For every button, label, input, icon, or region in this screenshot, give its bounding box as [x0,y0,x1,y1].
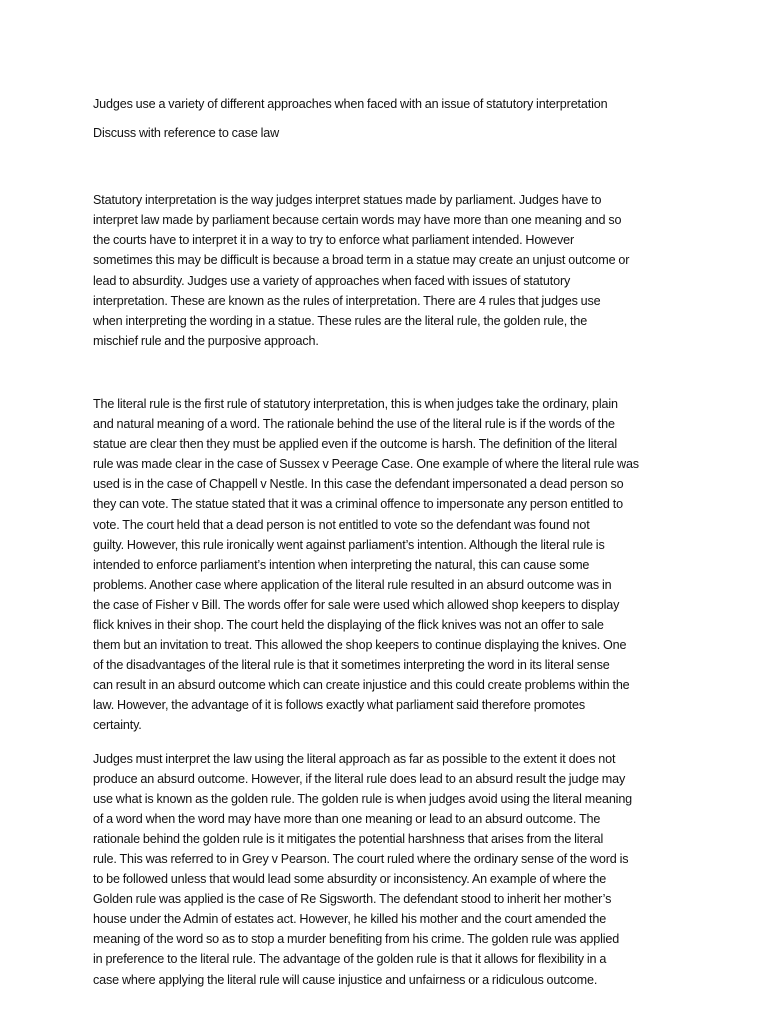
paragraph-line: rule was made clear in the case of Sussex v Peerage Case. One example of where the literal rule was [93,457,639,472]
paragraph-line: law. However, the advantage of it is follows exactly what parliament said therefore promotes [93,698,586,713]
paragraph-line: produce an absurd outcome. However, if the literal rule does lead to an absurd result the judge may [93,771,626,786]
paragraph-line: and natural meaning of a word. The rationale behind the use of the literal rule is if the words of the [93,417,615,432]
paragraph-line: them but an invitation to treat. This allowed the shop keepers to continue displaying the knives. One [93,638,627,653]
paragraph-line: flick knives in their shop. The court held the displaying of the flick knives was not an offer to sale [93,617,604,632]
paragraph-line: of the disadvantages of the literal rule is that it sometimes interpreting the word in its literal sense [93,658,610,673]
paragraph-line: mischief rule and the purposive approach. [93,333,319,348]
paragraph-introduction [93,190,682,351]
paragraph-line: rule. This was referred to in Grey v Pearson. The court ruled where the ordinary sense of the word is [93,852,629,866]
paragraph-line: vote. The court held that a dead person is not entitled to vote so the defendant was found not [93,517,590,532]
paragraph-line: The literal rule is the first rule of statutory interpretation, this is when judges take the ordinary, plain [93,396,618,411]
paragraph-line: problems. Another case where application of the literal rule resulted in an absurd outcome was in [93,577,612,592]
paragraph-line: interpretation. These are known as the rules of interpretation. There are 4 rules that judges use [93,293,601,308]
essay-subtitle: Discuss with reference to case law [93,126,280,141]
paragraph-line: in preference to the literal rule. The advantage of the golden rule is that it allows for flexibility in a [93,952,607,967]
paragraph-line: statue are clear then they must be applied even if the outcome is harsh. The definition of the literal [93,437,618,452]
paragraph-line: of a word when the word may have more than one meaning or lead to an absurd outcome. The [93,811,601,826]
paragraph-line: can result in an absurd outcome which can create injustice and this could create problems within the [93,678,630,693]
paragraph-line: interpret law made by parliament because certain words may have more than one meaning and so [93,213,622,228]
paragraph-line: sometimes this may be difficult is because a broad term in a statue may create an unjust outcome or [93,253,630,268]
paragraph-line: used is in the case of Chappell v Nestle. In this case the defendant impersonated a dead person so [93,477,624,492]
paragraph-line: guilty. However, this rule ironically went against parliament’s intention. Although the literal rule is [93,537,605,552]
paragraph-line: Statutory interpretation is the way judges interpret statues made by parliament. Judges have to [93,193,602,208]
paragraph-line: the courts have to interpret it in a way to try to enforce what parliament intended. However [93,233,575,248]
paragraph-line: to be followed unless that would lead some absurdity or inconsistency. An example of where the [93,872,607,887]
paragraph-line: intended to enforce parliament’s intention when interpreting the natural, this can cause some [93,557,590,572]
paragraph-line: when interpreting the wording in a statue. These rules are the literal rule, the golden rule, the [93,313,588,328]
paragraph-line: Judges must interpret the law using the literal approach as far as possible to the extent it does not [93,751,616,766]
paragraph-line: certainty. [93,718,142,733]
paragraph-golden-rule [93,749,682,990]
paragraph-line: they can vote. The statue stated that it was a criminal offence to impersonate any person entitled to [93,497,623,512]
essay-title: Judges use a variety of different approaches when faced with an issue of statutory interpretation [93,97,608,111]
paragraph-literal-rule [93,394,682,736]
paragraph-line: rationale behind the golden rule is it mitigates the potential harshness that arises from the literal [93,831,604,846]
paragraph-line: Golden rule was applied is the case of Re Sigsworth. The defendant stood to inherit her mother’s [93,892,612,907]
paragraph-line: lead to absurdity. Judges use a variety of approaches when faced with issues of statutory [93,273,571,288]
paragraph-line: house under the Admin of estates act. However, he killed his mother and the court amended the [93,912,607,927]
paragraph-line: the case of Fisher v Bill. The words offer for sale were used which allowed shop keepers to display [93,597,620,612]
paragraph-line: use what is known as the golden rule. The golden rule is when judges avoid using the literal meaning [93,791,633,806]
paragraph-line: case where applying the literal rule will cause injustice and unfairness or a ridiculous outcome. [93,972,598,987]
paragraph-line: meaning of the word so as to stop a murder benefiting from his crime. The golden rule was applied [93,932,620,947]
